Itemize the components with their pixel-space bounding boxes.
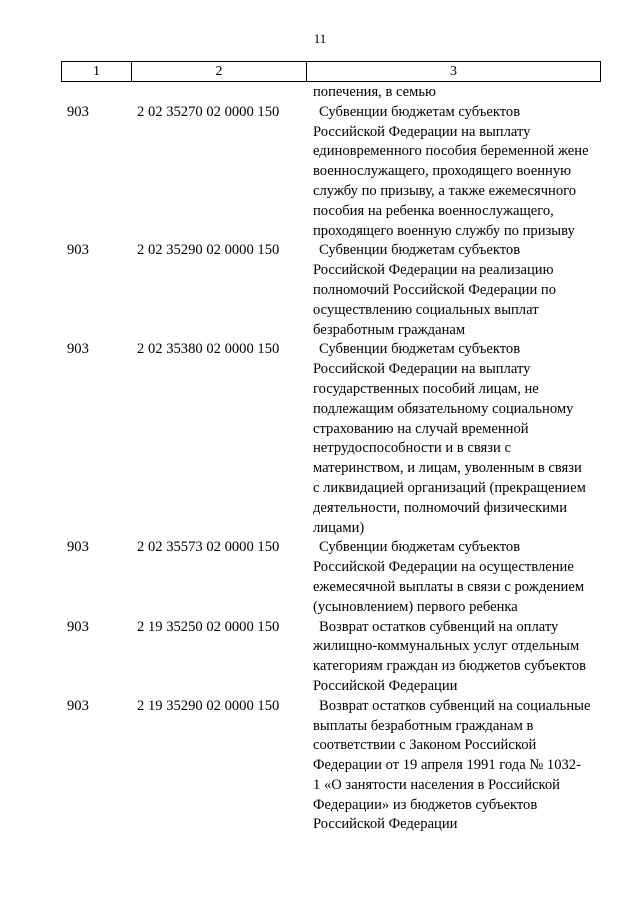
description-line: с ликвидацией организаций (прекращением [313, 479, 586, 496]
description-line: проходящего военную службу по призыву [313, 222, 575, 239]
description-line: полномочий Российской Федерации по [313, 281, 557, 298]
table-row [61, 479, 601, 499]
budget-classification-code: 2 02 35573 02 0000 150 [137, 539, 280, 556]
header-col-3: 3 [450, 63, 457, 79]
table-row [61, 459, 601, 479]
description-line: Российской Федерации на осуществление [313, 559, 574, 576]
admin-code: 903 [67, 539, 89, 556]
description-line: Субвенции бюджетам субъектов [319, 103, 521, 120]
description-line: жилищно-коммунальных услуг отдельным [313, 638, 580, 655]
table-row [61, 400, 601, 420]
description-line: службу по призыву, а также ежемесячного [313, 182, 577, 199]
table-row [61, 439, 601, 459]
description-line: соответствии с Законом Российской [313, 737, 537, 754]
description-line: Субвенции бюджетам субъектов [319, 242, 521, 259]
budget-classification-code: 2 02 35290 02 0000 150 [137, 242, 280, 259]
table-body [61, 83, 601, 835]
table-row [61, 776, 601, 796]
table-row [61, 360, 601, 380]
budget-classification-code: 2 19 35290 02 0000 150 [137, 697, 280, 714]
admin-code: 903 [67, 618, 89, 635]
table-row [61, 499, 601, 519]
description-line: Российской Федерации [313, 816, 458, 833]
admin-code: 903 [67, 242, 89, 259]
table-row [61, 202, 601, 222]
table-row [61, 281, 601, 301]
description-line: категориям граждан из бюджетов субъектов [313, 658, 587, 675]
table-header [61, 61, 601, 82]
table-row [61, 796, 601, 816]
table-row [61, 558, 601, 578]
description-line: Возврат остатков субвенций на оплату [319, 618, 559, 635]
table-row [61, 578, 601, 598]
table-row [61, 222, 601, 242]
table-row [61, 182, 601, 202]
description-line: 1 «О занятости населения в Российской [313, 776, 560, 793]
description-line: Субвенции бюджетам субъектов [319, 539, 521, 556]
description-line: Российской Федерации [313, 677, 458, 694]
table-row [61, 736, 601, 756]
budget-classification-code: 2 02 35380 02 0000 150 [137, 341, 280, 358]
table-row-continuation [61, 83, 601, 103]
table-row [61, 677, 601, 697]
table-row [61, 815, 601, 835]
description-line: страхованию на случай временной [313, 420, 529, 437]
description-line: попечения, в семью [313, 84, 436, 100]
budget-classification-code: 2 02 35270 02 0000 150 [137, 103, 280, 120]
table-row [61, 380, 601, 400]
description-line: Федерации» из бюджетов субъектов [313, 796, 538, 813]
table-row [61, 519, 601, 539]
budget-classification-code: 2 19 35250 02 0000 150 [137, 618, 280, 635]
table-row [61, 123, 601, 143]
description-line: лицами) [313, 519, 365, 536]
description-line: Возврат остатков субвенций на социальные [319, 697, 591, 714]
description-line: подлежащим обязательному социальному [313, 400, 574, 417]
table-row [61, 340, 601, 360]
description-line: Российской Федерации на реализацию [313, 262, 554, 279]
description-line: Субвенции бюджетам субъектов [319, 341, 521, 358]
table-row [61, 756, 601, 776]
header-col-2: 2 [132, 62, 307, 81]
description-line: материнством, и лицам, уволенным в связи [313, 460, 582, 477]
table-row [61, 538, 601, 558]
table-row [61, 321, 601, 341]
description-line: Федерации от 19 апреля 1991 года № 1032- [313, 757, 581, 774]
page-number: 11 [313, 31, 327, 46]
table-row [61, 618, 601, 638]
description-line: нетрудоспособности и в связи с [313, 440, 511, 457]
table-row [61, 657, 601, 677]
table-row [61, 717, 601, 737]
description-line: государственных пособий лицам, не [313, 380, 539, 397]
table-row [61, 637, 601, 657]
description-line: ежемесячной выплаты в связи с рождением [313, 578, 585, 595]
description-line: пособия на ребенка военнослужащего, [313, 202, 554, 219]
table-row [61, 142, 601, 162]
description-line: военнослужащего, проходящего военную [313, 163, 572, 180]
admin-code: 903 [67, 103, 89, 120]
table-row [61, 162, 601, 182]
table-row [61, 301, 601, 321]
table-row [61, 103, 601, 123]
admin-code: 903 [67, 341, 89, 358]
description-line: деятельности, полномочий физическими [313, 499, 568, 516]
table-row [61, 241, 601, 261]
admin-code: 903 [67, 697, 89, 714]
description-line: осуществлению социальных выплат [313, 301, 539, 318]
description-line: (усыновлением) первого ребенка [313, 598, 518, 615]
table-row [61, 420, 601, 440]
description-line: выплаты безработным гражданам в [313, 717, 534, 734]
table-row [61, 261, 601, 281]
description-line: Российской Федерации на выплату [313, 361, 531, 378]
description-line: Российской Федерации на выплату [313, 123, 531, 140]
header-col-1: 1 [62, 62, 132, 81]
description-line: единовременного пособия беременной жене [313, 143, 589, 160]
description-line: безработным гражданам [313, 321, 466, 338]
table-row [61, 598, 601, 618]
table-row [61, 697, 601, 717]
